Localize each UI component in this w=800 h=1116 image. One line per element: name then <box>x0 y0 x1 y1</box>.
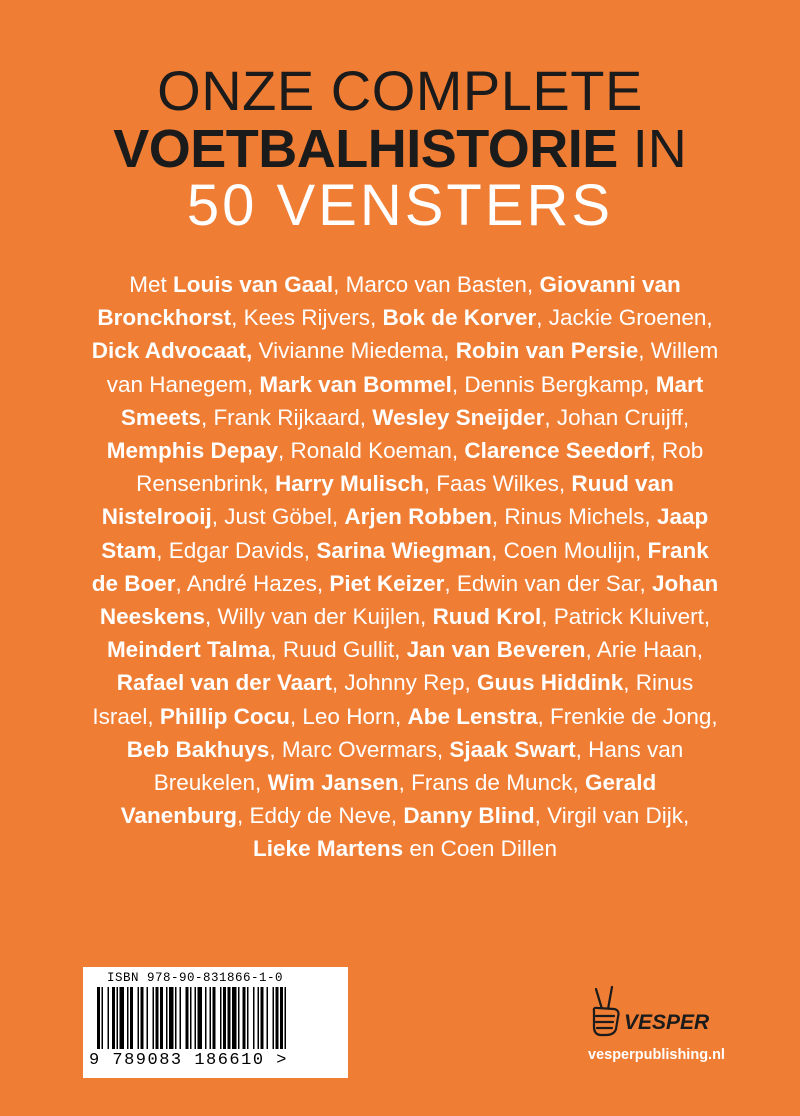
name-highlight: Guus Hiddink <box>476 670 624 696</box>
barcode-bar <box>273 987 275 1049</box>
name-text: , Kees Rijvers, <box>231 305 383 331</box>
barcode-bar <box>280 987 283 1049</box>
name-text: , Frank Rijkaard, <box>200 404 373 430</box>
barcode-bar <box>261 987 264 1049</box>
name-highlight: Harry Mulisch <box>274 471 424 497</box>
barcode-bar <box>247 987 249 1049</box>
name-text: , Marc Overmars, <box>269 736 450 762</box>
name-text: , Faas Wilkes, <box>423 471 572 497</box>
barcode-bar <box>138 987 140 1049</box>
featured-names-list <box>90 268 720 866</box>
name-highlight: Giovanni van Bronckhorst <box>97 272 681 331</box>
barcode-bar <box>130 987 133 1049</box>
name-highlight: Beb Bakhuys <box>126 736 270 762</box>
name-highlight: Arjen Robben <box>344 504 492 530</box>
name-highlight: Ruud Krol <box>432 604 542 630</box>
isbn-label: ISBN 978-90-831866-1-0 <box>107 971 284 985</box>
name-text: , Edgar Davids, <box>156 537 317 563</box>
name-text: , Virgil van Dijk, <box>534 803 690 829</box>
barcode-bar <box>141 987 144 1049</box>
publisher-url: vesperpublishing.nl <box>588 1047 725 1063</box>
name-highlight: Sjaak Swart <box>449 736 576 762</box>
name-highlight: Wim Jansen <box>267 770 399 796</box>
barcode-bar <box>120 987 125 1049</box>
name-text: , Arie Haan, <box>585 637 704 663</box>
name-text: en Coen Dillen <box>403 836 557 862</box>
name-highlight: Ruud van Nistelrooij <box>101 471 674 530</box>
barcode-bar <box>160 987 163 1049</box>
name-highlight: Robin van Persie <box>455 338 639 364</box>
barcode-bar <box>195 987 197 1049</box>
barcode-bar <box>117 987 119 1049</box>
barcode-bar <box>97 987 100 1049</box>
title-emphasis: VOETBALHISTORIE <box>113 119 618 179</box>
name-text: Met <box>129 272 174 297</box>
name-highlight: Piet Keizer <box>329 570 445 596</box>
vesper-logo <box>588 985 718 1039</box>
barcode-bar <box>258 987 260 1049</box>
title-suffix: IN <box>632 119 687 179</box>
barcode-bar <box>112 987 115 1049</box>
name-highlight: Wesley Sneijder <box>372 404 545 430</box>
barcode-bar <box>285 987 287 1049</box>
name-highlight: Abe Lenstra <box>407 703 538 729</box>
name-highlight: Jaap Stam <box>101 504 709 563</box>
name-text: , Leo Horn, <box>289 703 408 729</box>
barcode-bar <box>169 987 174 1049</box>
title-line-3: 50 VENSTERS <box>186 173 614 238</box>
barcode-bar <box>180 987 182 1049</box>
isbn-digits: 9 789083 186610 > <box>89 1051 288 1070</box>
peace-hand-icon <box>594 987 619 1035</box>
barcode-bar <box>108 987 110 1049</box>
barcode-bar <box>267 987 269 1049</box>
name-text: , Frans de Munck, <box>398 770 585 796</box>
barcode-bar <box>198 987 203 1049</box>
name-text: , Hans van Breukelen, <box>153 736 684 796</box>
name-text: , Patrick Kluivert, <box>541 604 711 630</box>
name-text: , Ronald Koeman, <box>278 438 465 464</box>
barcode-bar <box>223 987 226 1049</box>
name-text: , Willy van der Kuijlen, <box>204 604 433 630</box>
name-text: , Rinus Michels, <box>491 504 657 530</box>
title-line-1: ONZE COMPLETE <box>157 59 643 122</box>
name-text: , Willem van Hanegem, <box>106 338 719 397</box>
name-highlight: Gerald Vanenburg <box>120 770 657 829</box>
isbn-barcode <box>83 967 348 1078</box>
name-highlight: Danny Blind <box>403 803 535 829</box>
barcode-bar <box>228 987 231 1049</box>
name-highlight: Memphis Depay <box>106 438 279 464</box>
name-highlight: Frank de Boer <box>91 537 709 596</box>
name-text: , Frenkie de Jong, <box>537 703 718 729</box>
name-text: , Edwin van der Sar, <box>444 570 653 596</box>
title-line-2 <box>0 118 800 180</box>
barcode-bar <box>102 987 104 1049</box>
barcode-bar <box>253 987 255 1049</box>
name-highlight: Bok de Korver <box>382 305 537 331</box>
barcode-bar <box>190 987 192 1049</box>
barcode-bar <box>205 987 207 1049</box>
name-highlight: Dick Advocaat, <box>91 338 253 364</box>
name-highlight: Mart Smeets <box>120 371 704 430</box>
barcode-bar <box>210 987 212 1049</box>
name-text: , Coen Moulijn, <box>491 537 648 563</box>
name-highlight: Jan van Beveren <box>406 637 586 663</box>
barcode-bar <box>220 987 222 1049</box>
name-text: , Johnny Rep, <box>331 670 477 696</box>
name-text: , André Hazes, <box>175 570 330 596</box>
name-highlight: Johan Neeskens <box>99 570 719 630</box>
barcode-bar <box>166 987 168 1049</box>
barcode-bar <box>232 987 237 1049</box>
name-highlight: Mark van Bommel <box>259 371 452 397</box>
name-text: , Rob Rensenbrink, <box>136 438 704 497</box>
name-highlight: Phillip Cocu <box>159 703 290 729</box>
name-text: , Ruud Gullit, <box>270 637 407 663</box>
barcode-bar <box>243 987 246 1049</box>
name-text: , Jackie Groenen, <box>536 305 713 331</box>
logo-wordmark: VESPER <box>624 1011 710 1034</box>
barcode-bar <box>175 987 177 1049</box>
name-text: , Johan Cruijff, <box>544 404 690 430</box>
name-text: , Rinus Israel, <box>92 670 694 729</box>
name-highlight: Sarina Wiegman <box>316 537 492 563</box>
name-text: , Marco van Basten, <box>333 272 540 297</box>
barcode-bar <box>147 987 149 1049</box>
barcode-bar <box>276 987 279 1049</box>
barcode-bar <box>186 987 189 1049</box>
barcode-bar <box>127 987 129 1049</box>
barcode-bars <box>97 987 335 1049</box>
name-highlight: Rafael van der Vaart <box>116 670 332 696</box>
name-highlight: Louis van Gaal <box>173 272 334 297</box>
name-highlight: Lieke Martens <box>253 836 404 862</box>
barcode-bar <box>238 987 240 1049</box>
name-text: , Dennis Bergkamp, <box>451 371 656 397</box>
name-text: , Eddy de Neve, <box>237 803 404 829</box>
name-text: , Just Göbel, <box>211 504 345 530</box>
barcode-bar <box>213 987 216 1049</box>
name-text: Vivianne Miedema, <box>252 338 456 364</box>
barcode-bar <box>156 987 159 1049</box>
name-highlight: Meindert Talma <box>106 637 271 663</box>
barcode-bar <box>153 987 155 1049</box>
name-highlight: Clarence Seedorf <box>464 438 650 464</box>
